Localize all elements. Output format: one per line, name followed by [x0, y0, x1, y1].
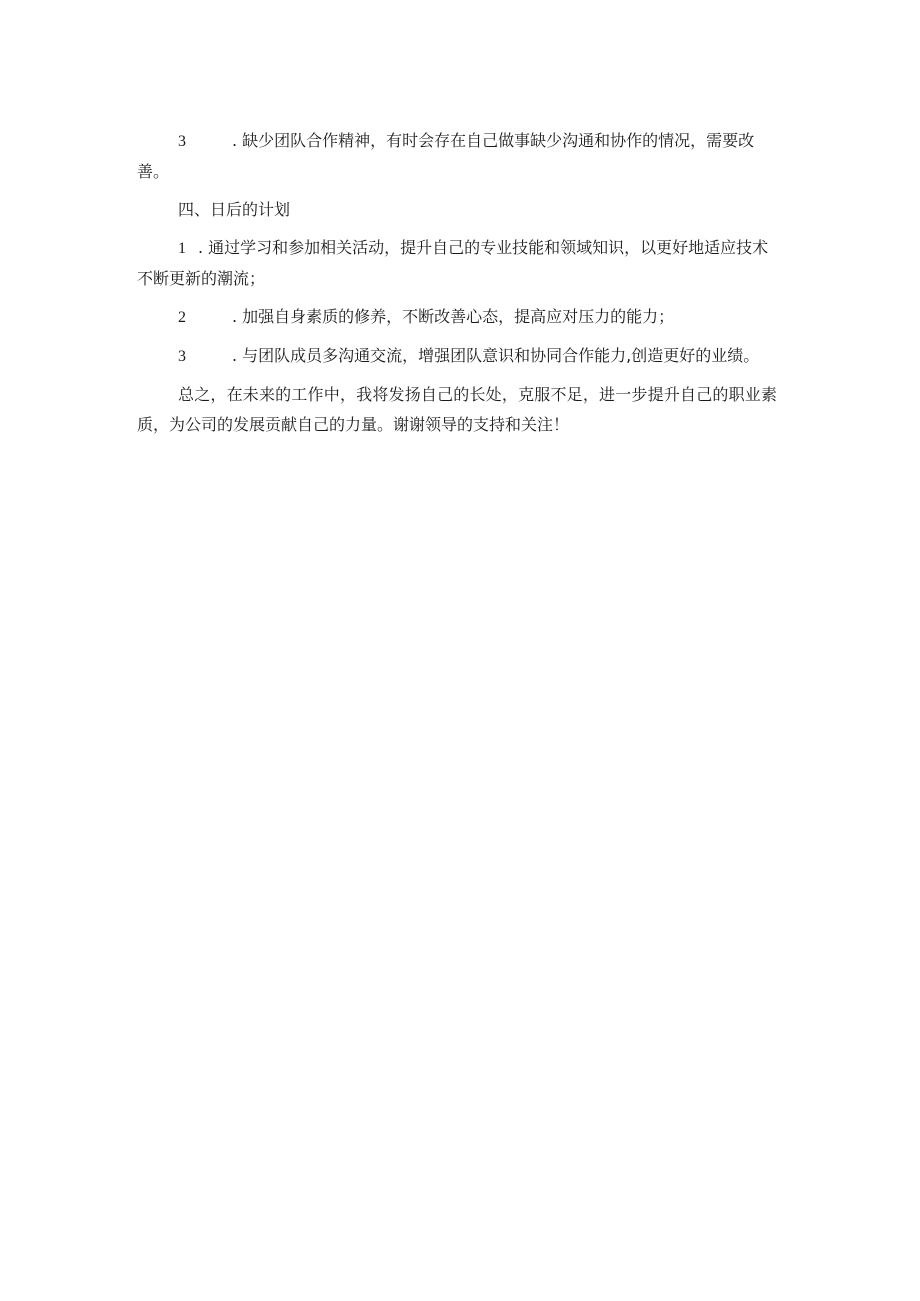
- weakness-item-3: [137, 126, 777, 187]
- list-number: 3: [178, 133, 186, 150]
- list-item-text: . 与团队成员多沟通交流，增强团队意识和协同合作能力,创造更好的业绩。: [232, 346, 760, 365]
- document-body: [137, 126, 777, 448]
- list-item-text: . 加强自身素质的修养，不断改善心态，提高应对压力的能力；: [232, 307, 675, 326]
- list-number: 1: [178, 240, 186, 257]
- list-number: 3: [178, 348, 186, 365]
- section-heading-plan: 四、日后的计划: [178, 200, 291, 219]
- list-item-text: . 通过学习和参加相关活动，提升自己的专业技能和领域知识，以更好地适应技术不断更新的潮流；: [137, 238, 769, 288]
- plan-item-1: [137, 233, 777, 294]
- list-item-text: . 缺少团队合作精神，有时会存在自己做事缺少沟通和协作的情况，需要改善。: [137, 131, 755, 181]
- list-number: 2: [178, 309, 186, 326]
- conclusion-paragraph: 总之，在未来的工作中，我将发扬自己的长处，克服不足，进一步提升自己的职业素质，为公司的发展贡献自己的力量。谢谢领导的支持和关注！: [137, 385, 777, 434]
- plan-item-3: [137, 341, 777, 372]
- plan-item-2: [137, 302, 777, 333]
